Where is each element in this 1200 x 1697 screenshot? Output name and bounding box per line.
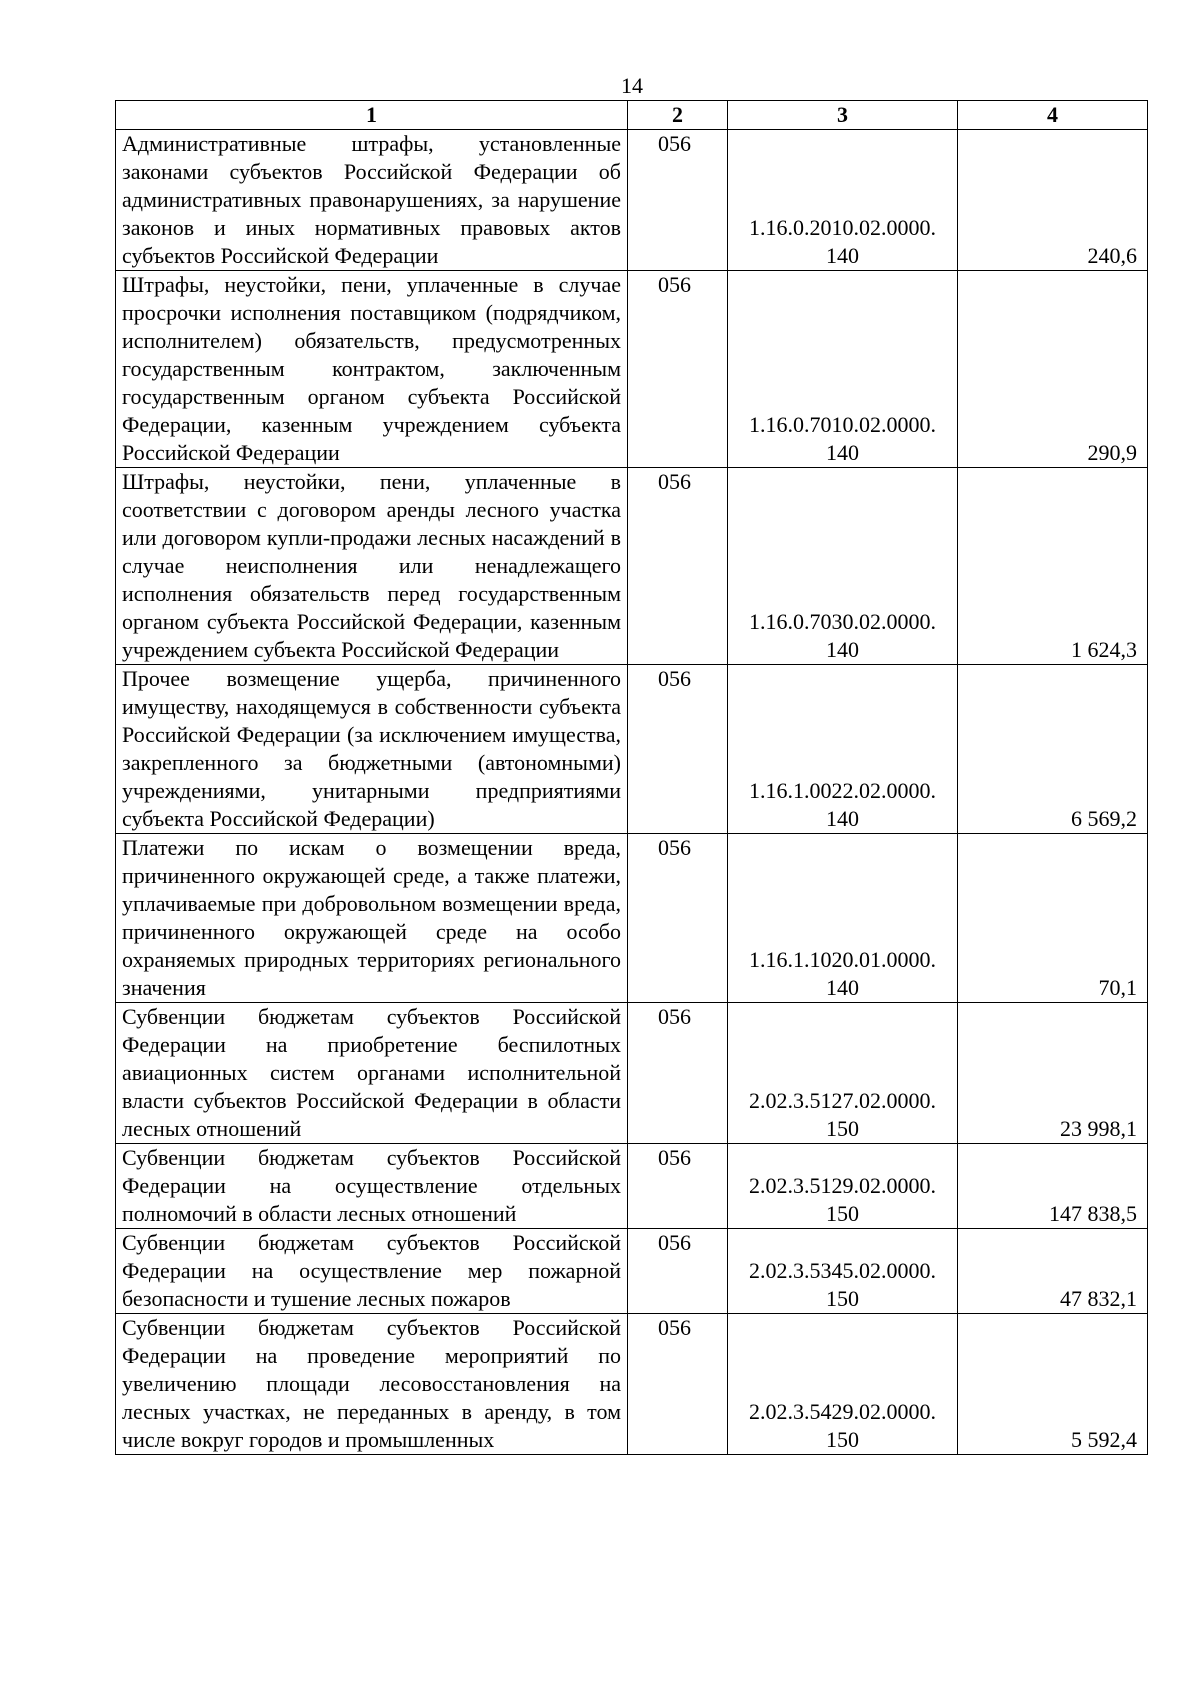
- amount: 70,1: [958, 834, 1148, 1003]
- table-row: [116, 271, 1148, 468]
- budget-classification-code: [728, 130, 958, 271]
- code-part-2: 140: [826, 440, 859, 465]
- code-part-2: 140: [826, 975, 859, 1000]
- administrator-code: 056: [628, 1229, 728, 1314]
- budget-classification-code: [728, 271, 958, 468]
- column-header-4: 4: [958, 101, 1148, 130]
- column-header-1: 1: [116, 101, 628, 130]
- table-row: [116, 468, 1148, 665]
- code-part-2: 150: [826, 1427, 859, 1452]
- administrator-code: 056: [628, 665, 728, 834]
- table-row: [116, 1229, 1148, 1314]
- code-part-1: 1.16.1.1020.01.0000.: [749, 947, 936, 972]
- column-header-3: 3: [728, 101, 958, 130]
- amount: 5 592,4: [958, 1314, 1148, 1455]
- code-part-2: 150: [826, 1201, 859, 1226]
- table-header-row: [116, 101, 1148, 130]
- revenue-name: Прочее возмещение ущерба, причиненного имуществу, находящемуся в собственности субъекта Российской Федерации (за исключением имущества, закрепленного за бюджетными (автономными) учреждениями, унитарными предприятиями субъекта Российской Федерации): [116, 665, 628, 834]
- amount: 290,9: [958, 271, 1148, 468]
- column-header-2: 2: [628, 101, 728, 130]
- revenue-name: Штрафы, неустойки, пени, уплаченные в случае просрочки исполнения поставщиком (подрядчиком, исполнителем) обязательств, предусмотренных государственным контрактом, заключенным государственным органом субъекта Российской Федерации, казенным учреждением субъекта Российской Федерации: [116, 271, 628, 468]
- code-part-1: 1.16.0.7030.02.0000.: [749, 609, 936, 634]
- budget-classification-code: [728, 1003, 958, 1144]
- table-row: [116, 130, 1148, 271]
- code-part-1: 1.16.0.7010.02.0000.: [749, 412, 936, 437]
- page-number: 14: [621, 73, 643, 98]
- administrator-code: 056: [628, 468, 728, 665]
- code-part-2: 150: [826, 1116, 859, 1141]
- budget-classification-code: [728, 834, 958, 1003]
- budget-classification-code: [728, 1144, 958, 1229]
- amount: 47 832,1: [958, 1229, 1148, 1314]
- administrator-code: 056: [628, 834, 728, 1003]
- amount: 147 838,5: [958, 1144, 1148, 1229]
- code-part-2: 140: [826, 243, 859, 268]
- revenue-name: Субвенции бюджетам субъектов Российской Федерации на приобретение беспилотных авиационных систем органами исполнительной власти субъектов Российской Федерации в области лесных отношений: [116, 1003, 628, 1144]
- revenue-name: Субвенции бюджетам субъектов Российской Федерации на осуществление мер пожарной безопасности и тушение лесных пожаров: [116, 1229, 628, 1314]
- amount: 6 569,2: [958, 665, 1148, 834]
- code-part-2: 140: [826, 806, 859, 831]
- administrator-code: 056: [628, 1144, 728, 1229]
- code-part-1: 2.02.3.5127.02.0000.: [749, 1088, 936, 1113]
- budget-classification-code: [728, 468, 958, 665]
- administrator-code: 056: [628, 1314, 728, 1455]
- amount: 240,6: [958, 130, 1148, 271]
- table-row: [116, 834, 1148, 1003]
- budget-classification-code: [728, 1314, 958, 1455]
- amount: 1 624,3: [958, 468, 1148, 665]
- code-part-1: 2.02.3.5129.02.0000.: [749, 1173, 936, 1198]
- code-part-1: 2.02.3.5345.02.0000.: [749, 1258, 936, 1283]
- code-part-1: 2.02.3.5429.02.0000.: [749, 1399, 936, 1424]
- revenue-name: Платежи по искам о возмещении вреда, причиненного окружающей среде, а также платежи, уплачиваемые при добровольном возмещении вреда, причиненного окружающей среде на особо охраняемых природных территориях регионального значения: [116, 834, 628, 1003]
- amount: 23 998,1: [958, 1003, 1148, 1144]
- code-part-2: 140: [826, 637, 859, 662]
- table-row: [116, 1314, 1148, 1455]
- table-row: [116, 665, 1148, 834]
- revenue-name: Административные штрафы, установленные законами субъектов Российской Федерации об административных правонарушениях, за нарушение законов и иных нормативных правовых актов субъектов Российской Федерации: [116, 130, 628, 271]
- budget-classification-code: [728, 665, 958, 834]
- code-part-2: 150: [826, 1286, 859, 1311]
- administrator-code: 056: [628, 1003, 728, 1144]
- table-row: [116, 1144, 1148, 1229]
- table-row: [116, 1003, 1148, 1144]
- revenue-name: Штрафы, неустойки, пени, уплаченные в соответствии с договором аренды лесного участка или договором купли-продажи лесных насаждений в случае неисполнения или ненадлежащего исполнения обязательств перед государственным органом субъекта Российской Федерации, казенным учреждением субъекта Российской Федерации: [116, 468, 628, 665]
- revenue-name: Субвенции бюджетам субъектов Российской Федерации на проведение мероприятий по увеличению площади лесовосстановления на лесных участках, не переданных в аренду, в том числе вокруг городов и промышленных: [116, 1314, 628, 1455]
- revenue-table: [115, 100, 1148, 1455]
- code-part-1: 1.16.1.0022.02.0000.: [749, 778, 936, 803]
- administrator-code: 056: [628, 130, 728, 271]
- code-part-1: 1.16.0.2010.02.0000.: [749, 215, 936, 240]
- budget-classification-code: [728, 1229, 958, 1314]
- revenue-name: Субвенции бюджетам субъектов Российской Федерации на осуществление отдельных полномочий в области лесных отношений: [116, 1144, 628, 1229]
- administrator-code: 056: [628, 271, 728, 468]
